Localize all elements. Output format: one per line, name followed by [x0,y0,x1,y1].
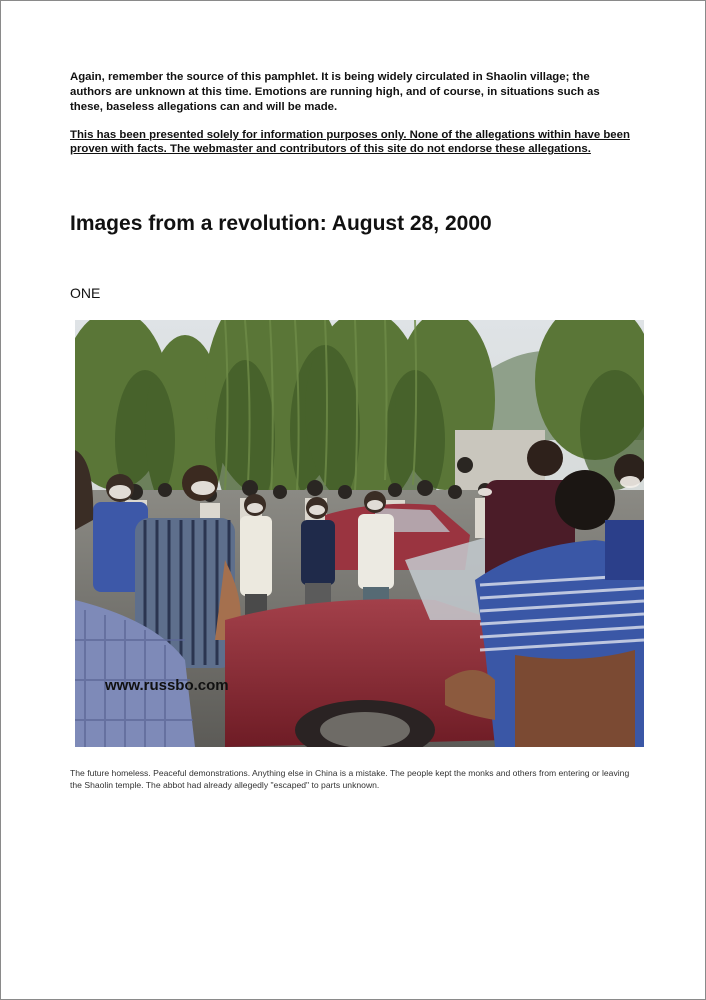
photo-caption: The future homeless. Peaceful demonstrations. Anything else in China is a mistake. The people kept the monks and others from entering or leaving the Shaolin temple. The abbot had already allegedly "escaped" to parts unknown. [70,768,630,790]
page-heading: Images from a revolution: August 28, 2000 [70,212,492,235]
disclaimer-paragraph: This has been presented solely for information purposes only. None of the allegations within have been proven with facts. The webmaster and contributors of this site do not endorse these allegations. [70,129,630,155]
photo-watermark: www.russbo.com [105,677,229,694]
crowd-photo [75,320,644,747]
section-label: ONE [70,285,101,301]
intro-paragraph: Again, remember the source of this pamphlet. It is being widely circulated in Shaolin village; the authors are unknown at this time. Emotions are running high, and of course, in situations such as these, baseless allegations can and will be made. [70,71,600,113]
